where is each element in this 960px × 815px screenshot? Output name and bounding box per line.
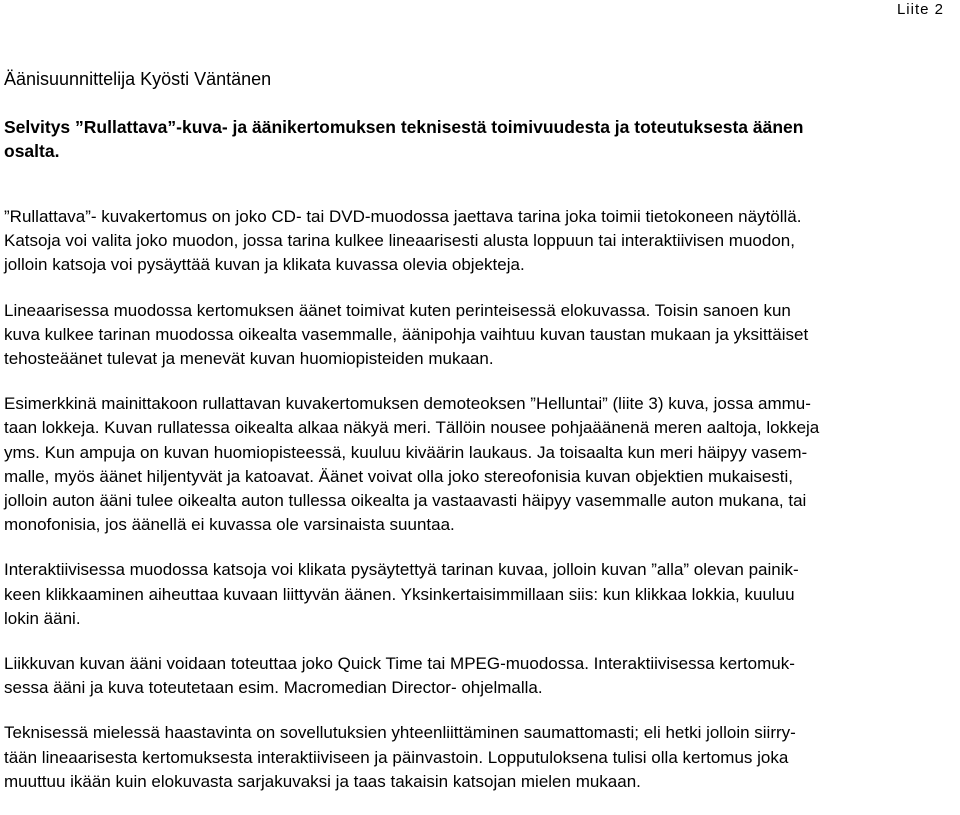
text-line: Interaktiivisessa muodossa katsoja voi klikata pysäytettyä tarinan kuvaa, jolloin kuvan ”alla” olevan painik- — [4, 560, 799, 580]
title-line: osalta. — [4, 141, 60, 161]
page-label: Liite 2 — [896, 1, 944, 18]
text-line: kuva kulkee tarinan muodossa oikealta vasemmalle, äänipohja vaihtuu kuvan taustan mukaan ja yksittäiset — [4, 324, 809, 344]
text-line: muuttuu ikään kuin elokuvasta sarjakuvaksi ja taas takaisin katsojan mielen mukaan. — [4, 771, 641, 791]
text-line: jolloin katsoja voi pysäyttää kuvan ja klikata kuvassa olevia objekteja. — [4, 255, 525, 275]
text-line: sessa ääni ja kuva toteutetaan esim. Macromedian Director- ohjelmalla. — [4, 678, 543, 698]
text-line: Liikkuvan kuvan ääni voidaan toteuttaa joko Quick Time tai MPEG-muodossa. Interaktiivisessa kertomuk- — [4, 654, 795, 674]
text-line: Lineaarisessa muodossa kertomuksen äänet toimivat kuten perinteisessä elokuvassa. Toisin sanoen kun — [4, 300, 791, 320]
text-line: Esimerkkinä mainittakoon rullattavan kuvakertomuksen demoteoksen ”Helluntai” (liite 3) kuva, jossa ammu- — [4, 394, 811, 414]
text-line: lokin ääni. — [4, 608, 81, 628]
text-line: yms. Kun ampuja on kuvan huomiopisteessä, kuuluu kiväärin laukaus. Ja toisaalta kun meri häipyy vasem- — [4, 442, 808, 462]
author-line: Äänisuunnittelija Kyösti Väntänen — [4, 69, 272, 89]
paragraph-interactive — [4, 558, 959, 631]
text-line: tään lineaarisesta kertomuksesta interaktiiviseen ja päinvastoin. Lopputuloksena tulisi olla kertomus joka — [4, 747, 789, 767]
text-line: keen klikkaaminen aiheuttaa kuvaan liittyvän äänen. Yksinkertaisimmillaan siis: kun klikkaa lokkia, kuuluu — [4, 584, 795, 604]
text-line: monofonisia, jos äänellä ei kuvassa ole varsinaista suuntaa. — [4, 515, 455, 535]
text-line: malle, myös äänet hiljentyvät ja katoavat. Äänet voivat olla joko stereofonisia kuvan objektien mukaisesti, — [4, 466, 794, 486]
text-line: ”Rullattava”- kuvakertomus on joko CD- tai DVD-muodossa jaettava tarina joka toimii tietokoneen näytöllä. — [4, 207, 802, 226]
paragraph-linear — [4, 299, 959, 372]
text-line: tehosteäänet tulevat ja menevät kuvan huomiopisteiden mukaan. — [4, 349, 494, 369]
paragraph-formats — [4, 652, 959, 700]
paragraph-example — [4, 392, 959, 537]
text-line: Katsoja voi valita joko muodon, jossa tarina kulkee lineaarisesti alusta loppuun tai interaktiivisen muodon, — [4, 231, 795, 251]
text-line: Teknisessä mielessä haastavinta on sovellutuksien yhteenliittäminen saumattomasti; eli hetki jolloin siirry- — [4, 723, 796, 743]
text-line: jolloin auton ääni tulee oikealta auton tullessa oikealta ja vastaavasti häipyy vasemmalle auton mukana, tai — [4, 491, 807, 511]
paragraph-intro — [4, 205, 959, 278]
text-line: taan lokkeja. Kuvan rullatessa oikealta alkaa näkyä meri. Tällöin nousee pohjaäänenä meren aaltoja, lokkeja — [4, 418, 820, 438]
document-title — [4, 115, 954, 163]
document-body — [4, 205, 959, 815]
paragraph-technical — [4, 721, 959, 794]
title-line: Selvitys ”Rullattava”-kuva- ja äänikertomuksen teknisestä toimivuudesta ja toteutuksesta äänen — [4, 117, 804, 137]
